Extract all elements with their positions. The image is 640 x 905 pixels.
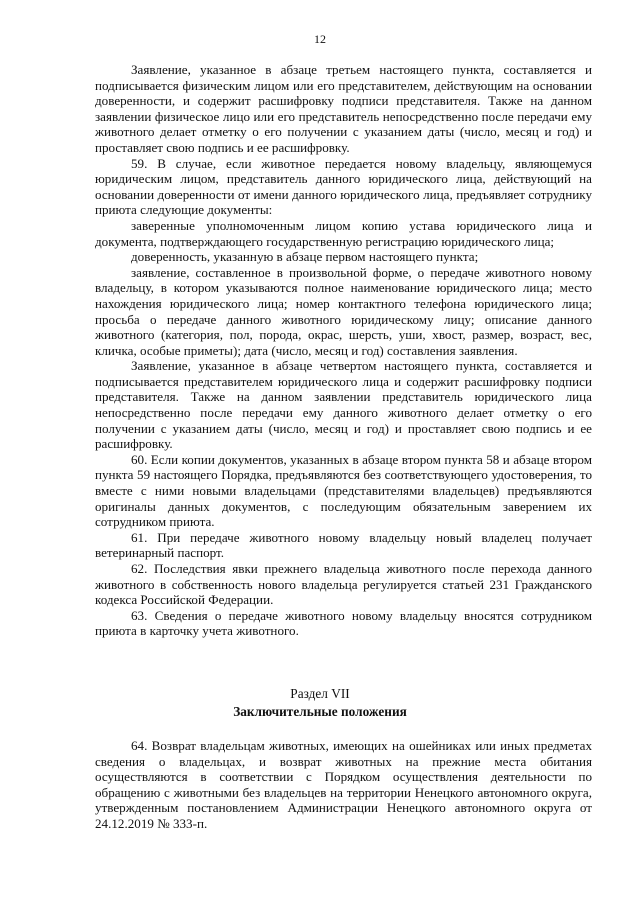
paragraph-59-statement: Заявление, указанное в абзаце четвертом настоящего пункта, составляется и подписывается представителем юридического лица и содержит расшифровку подписи представителя. Также на данном заявлении представитель юридического лица непосредственно после передачи ему данного животного делает отметку о его получении с указанием даты (число, месяц и год) и проставляет свою подпись и ее расшифровку. — [95, 358, 592, 452]
paragraph-59-application: заявление, составленное в произвольной форме, о передаче животного новому владельцу, в котором указываются полное наименование юридического лица; место нахождения юридического лица; номер контактного телефона юридического лица; просьба о передаче данного животного юридическому лицу; описание данного животного (категория, пол, порода, окрас, шерсть, уши, хвост, размер, возраст, вес, кличка, особые приметы); дата (число, месяц и год) составления заявления. — [95, 264, 592, 358]
final-provisions-body — [95, 738, 592, 832]
page-number: 12 — [314, 32, 326, 46]
document-body — [95, 62, 592, 639]
paragraph-62: 62. Последствия явки прежнего владельца животного после перехода данного животного в собственность нового владельца регулируется статьей 231 Гражданского кодекса Российской Федерации. — [95, 561, 592, 608]
paragraph-59: 59. В случае, если животное передается новому владельцу, являющемуся юридическим лицом, представитель данного юридического лица, действующий на основании доверенности от имени данного юридического лица, предъявляет сотруднику приюта следующие документы: — [95, 155, 592, 218]
paragraph-64: 64. Возврат владельцам животных, имеющих на ошейниках или иных предметах сведения о владельцах, и возврат животных на прежние места обитания осуществляются в соответствии с Порядком осуществления деятельности по обращению с животными без владельцев на территории Ненецкого автономного округа, утвержденным постановлением Администрации Ненецкого автономного округа от 24.12.2019 № 333-п. — [95, 738, 592, 831]
paragraph-63: 63. Сведения о передаче животного новому владельцу вносятся сотрудником приюта в карточку учета животного. — [95, 607, 592, 639]
paragraph-59-power-of-attorney: доверенность, указанную в абзаце первом настоящего пункта; — [131, 249, 479, 265]
section-number: Раздел VII — [290, 686, 350, 701]
paragraph-59-charter-copy: заверенные уполномоченным лицом копию устава юридического лица и документа, подтверждающего государственную регистрацию юридического лица; — [95, 217, 592, 249]
paragraph-58-statement: Заявление, указанное в абзаце третьем настоящего пункта, составляется и подписывается физическим лицом или его представителем, действующим на основании доверенности, и содержит расшифровку подписи представителя. Также на данном заявлении физическое лицо или его представитель непосредственно после передачи ему животного делает отметку о его получении с указанием даты (число, месяц и год) и проставляет свою подпись и ее расшифровку. — [95, 62, 592, 155]
paragraph-60: 60. Если копии документов, указанных в абзаце втором пункта 58 и абзаце втором пункта 59 настоящего Порядка, предъявляются без соответствующего удостоверения, то вместе с ними новыми владельцами (представителями владельцев) предъявляются оригиналы данных документов, с последующим обязательным заверением их сотрудником приюта. — [95, 451, 592, 530]
paragraph-61: 61. При передаче животного новому владельцу новый владелец получает ветеринарный паспорт. — [95, 529, 592, 561]
section-title: Заключительные положения — [233, 704, 407, 719]
